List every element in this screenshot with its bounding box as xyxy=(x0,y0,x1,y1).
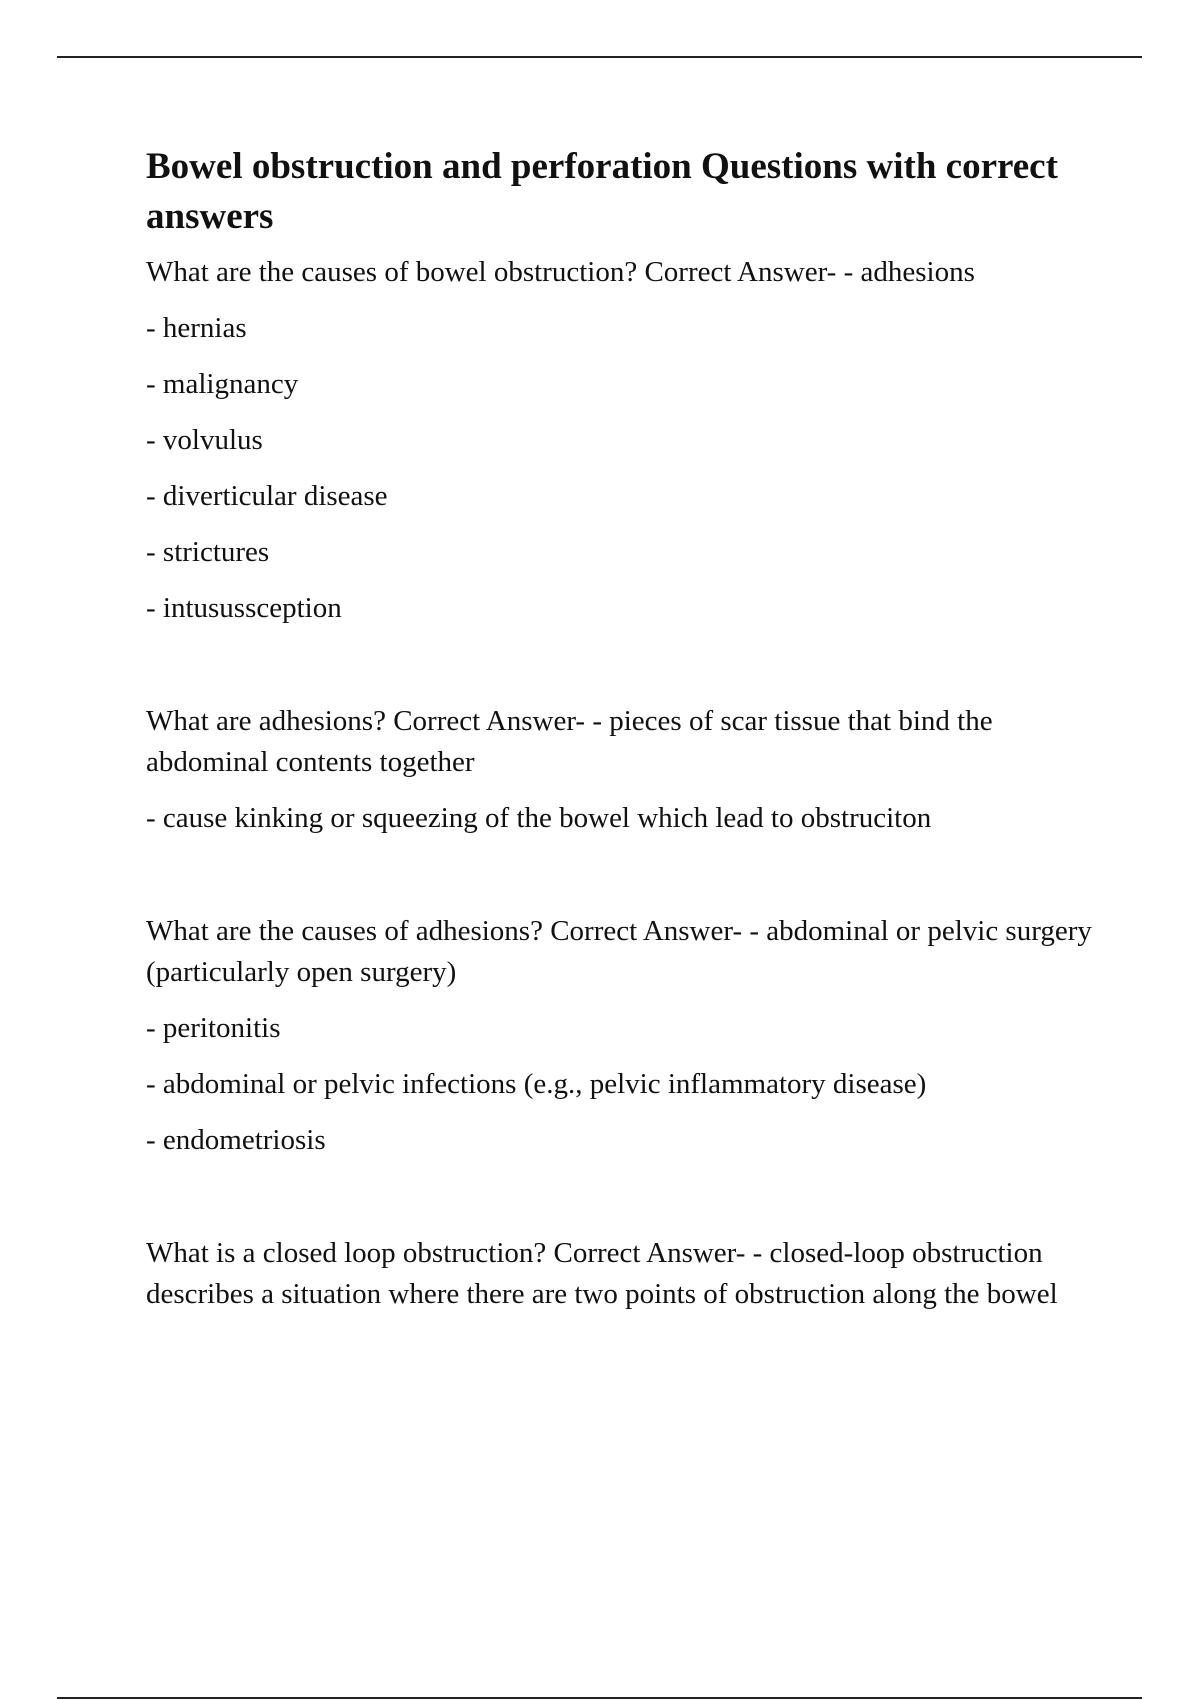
qa-spacer xyxy=(146,854,1106,911)
answer-item: - malignancy xyxy=(146,368,299,400)
qa-spacer xyxy=(146,644,1106,701)
qa-block-3 xyxy=(146,911,1106,1161)
answer-item: - strictures xyxy=(146,536,270,568)
question-2: What are adhesions? Correct Answer- - pieces of scar tissue that bind the abdominal contents together xyxy=(146,705,993,778)
answer-item: - intusussception xyxy=(146,592,342,624)
qa-block-2 xyxy=(146,701,1106,839)
question-1: What are the causes of bowel obstruction? Correct Answer- - adhesions xyxy=(146,256,975,288)
page-bottom-rule xyxy=(57,1697,1142,1699)
document-title: Bowel obstruction and perforation Questions with correct answers xyxy=(146,146,1058,237)
qa-block-1 xyxy=(146,252,1106,629)
question-4: What is a closed loop obstruction? Correct Answer- - closed-loop obstruction describes a situation where there are two points of obstruction along the bowel xyxy=(146,1237,1058,1310)
answer-item: - abdominal or pelvic infections (e.g., pelvic inflammatory disease) xyxy=(146,1068,927,1100)
question-3: What are the causes of adhesions? Correct Answer- - abdominal or pelvic surgery (particularly open surgery) xyxy=(146,915,1092,988)
document-body xyxy=(146,142,1106,1330)
answer-item: - endometriosis xyxy=(146,1124,326,1156)
qa-block-4 xyxy=(146,1233,1106,1315)
page-top-rule xyxy=(57,56,1142,58)
answer-item: - diverticular disease xyxy=(146,480,388,512)
answer-item: - volvulus xyxy=(146,424,263,456)
answer-item: - hernias xyxy=(146,312,247,344)
answer-item: - peritonitis xyxy=(146,1012,281,1044)
answer-item: - cause kinking or squeezing of the bowel which lead to obstruciton xyxy=(146,802,932,834)
qa-spacer xyxy=(146,1176,1106,1233)
